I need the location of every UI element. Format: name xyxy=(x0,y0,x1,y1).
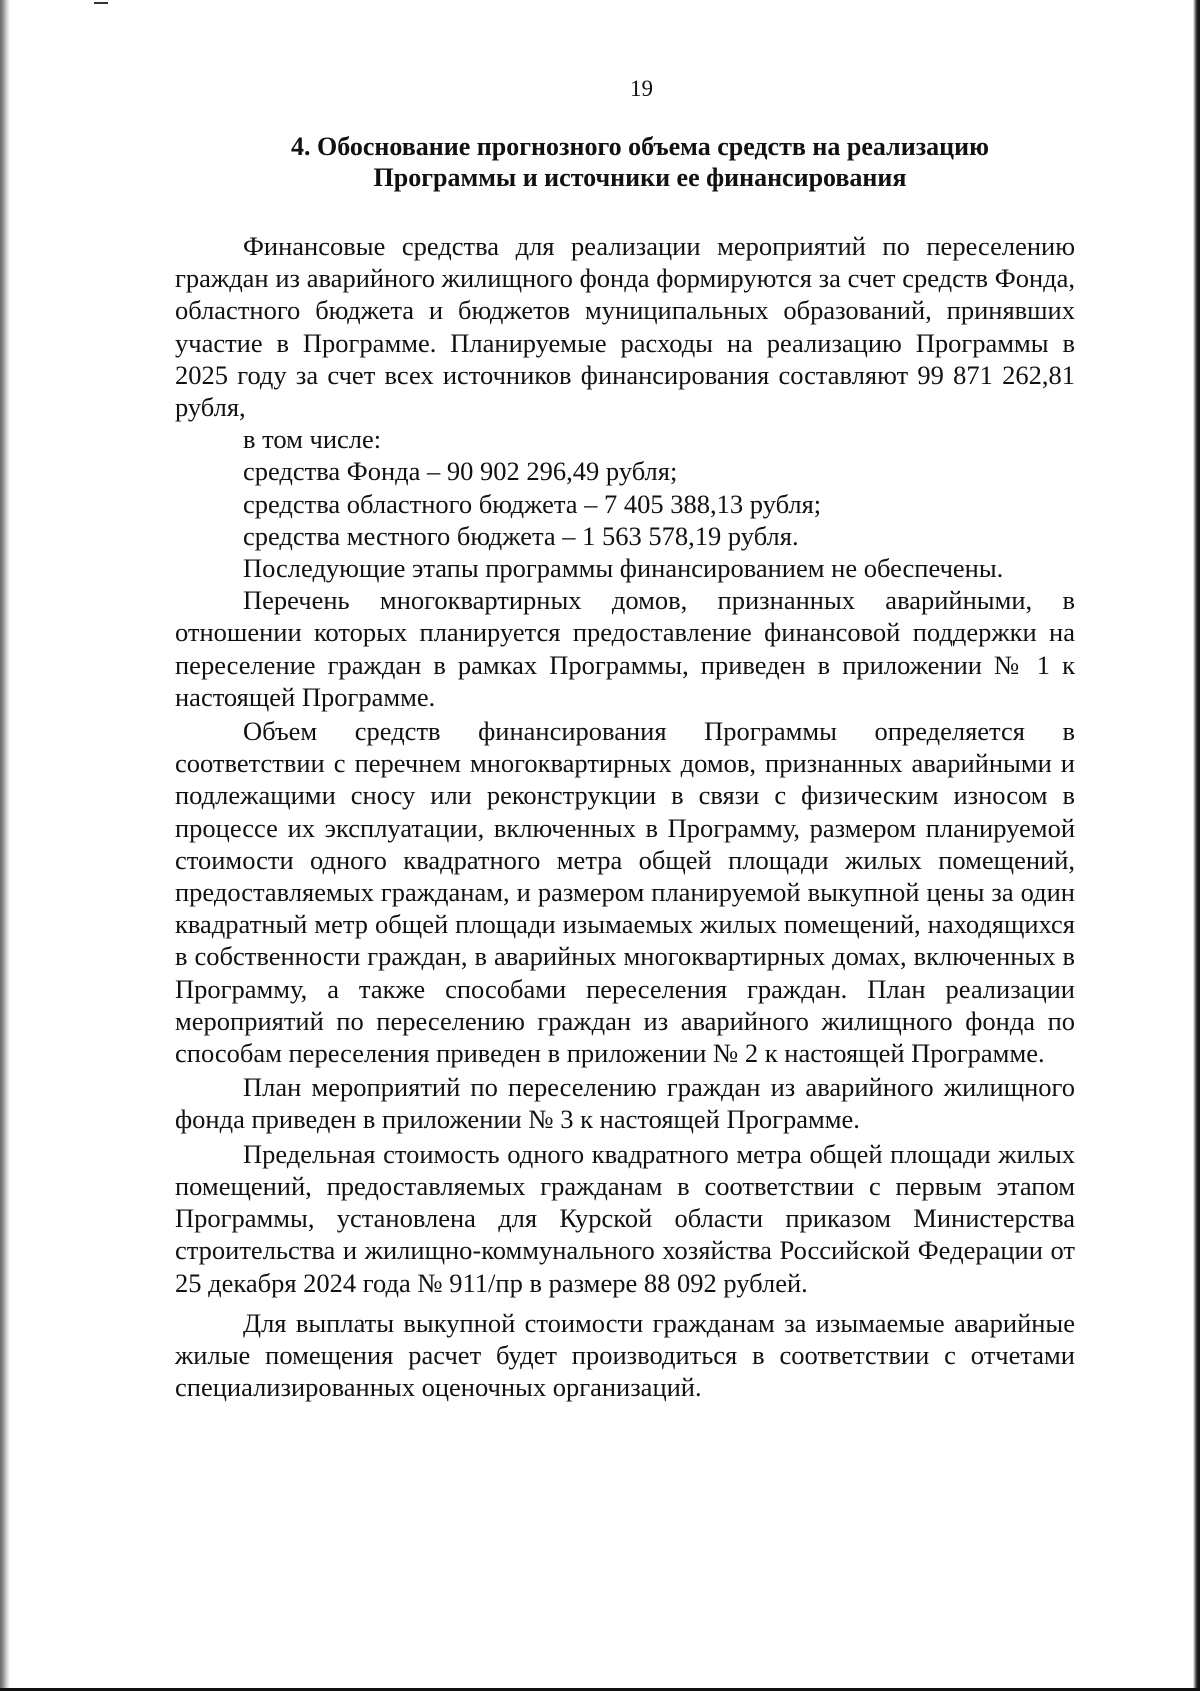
paragraph-local-budget-amount: средства местного бюджета – 1 563 578,19 рубля. xyxy=(243,520,799,551)
scan-edge-left xyxy=(0,0,10,1691)
section-title-line-1: 4. Обоснование прогнозного объема средств на реализацию xyxy=(291,132,989,161)
paragraph-fund-amount: средства Фонда – 90 902 296,49 рубля; xyxy=(243,456,678,487)
paragraph-regional-budget-amount: средства областного бюджета – 7 405 388,13 рубля; xyxy=(243,488,822,519)
page-number: 19 xyxy=(630,76,653,101)
scan-edge-right xyxy=(1193,0,1200,1691)
section-title xyxy=(180,131,1100,193)
scan-mark xyxy=(94,2,108,4)
paragraph-redemption-payment: Для выплаты выкупной стоимости гражданам за изымаемые аварийные жилые помещения расчет будет производиться в соответствии с отчетами специализированных оценочных организаций. xyxy=(175,1307,1075,1403)
paragraph-funding-volume: Объем средств финансирования Программы определяется в соответствии с перечнем многоквартирных домов, признанных аварийными и подлежащими сносу или реконструкции в связи с физическим износом в процессе их эксплуатации, включенных в Программу, размером планируемой стоимости одного квадратного метра общей площади жилых помещений, предоставляемых гражданам, и размером планируемой выкупной цены за один квадратный метр общей площади изымаемых жилых помещений, находящихся в собственности граждан, в аварийных многоквартирных домах, включенных в Программу, а также способами переселения граждан. План реализации мероприятий по переселению граждан из аварийного жилищного фонда по способам переселения приведен в приложении № 2 к настоящей Программе. xyxy=(175,716,1075,1069)
paragraph-subsequent-stages: Последующие этапы программы финансированием не обеспечены. xyxy=(243,553,1004,584)
section-title-line-2: Программы и источники ее финансирования xyxy=(373,163,907,192)
paragraph-action-plan: План мероприятий по переселению граждан из аварийного жилищного фонда приведен в приложении № 3 к настоящей Программе. xyxy=(175,1072,1075,1135)
paragraph-building-list: Перечень многоквартирных домов, признанных аварийными, в отношении которых планируется предоставление финансовой поддержки на переселение граждан в рамках Программы, приведен в приложении № 1 к настоящей Программе. xyxy=(175,585,1075,712)
document-body xyxy=(175,230,1075,1403)
paragraph-max-cost: Предельная стоимость одного квадратного метра общей площади жилых помещений, предоставляемых гражданам в соответствии с первым этапом Программы, установлена для Курской области приказом Министерства строительства и жилищно-коммунального хозяйства Российской Федерации от 25 декабря 2024 года № 911/пр в размере 88 092 рублей. xyxy=(175,1138,1075,1298)
paragraph-financing-sources: Финансовые средства для реализации мероприятий по переселению граждан из аварийного жилищного фонда формируются за счет средств Фонда, областного бюджета и бюджетов муниципальных образований, принявших участие в Программе. Планируемые расходы на реализацию Программы в 2025 году за счет всех источников финансирования составляют 99 871 262,81 рубля, xyxy=(175,231,1075,423)
paragraph-including: в том числе: xyxy=(243,424,382,455)
